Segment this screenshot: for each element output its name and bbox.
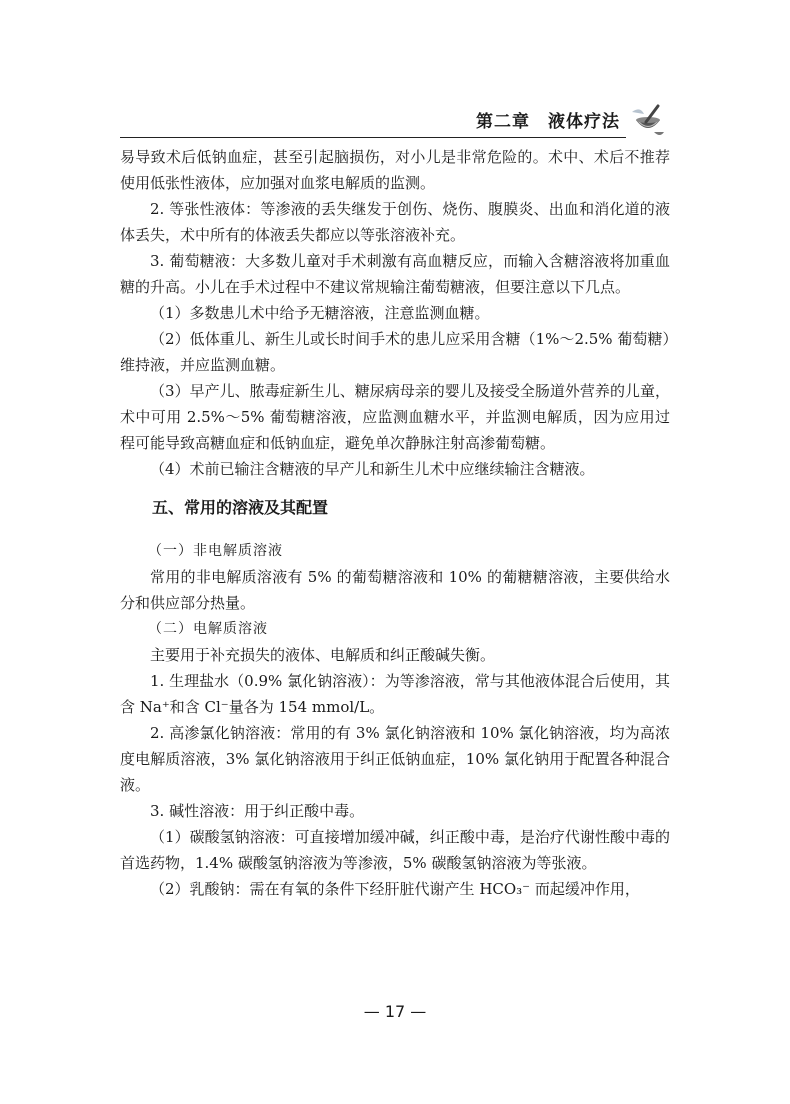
- list-item: （2）低体重儿、新生儿或长时间手术的患儿应采用含糖（1%～2.5% 葡萄糖）维持液，并应监测血糖。: [120, 330, 670, 374]
- list-item: 2. 高渗氯化钠溶液：常用的有 3% 氯化钠溶液和 10% 氯化钠溶液，均为高浓度电解质溶液，3% 氯化钠溶液用于纠正低钠血症，10% 氯化钠用于配置各种混合液。: [120, 724, 670, 794]
- page-number: — 17 —: [363, 1002, 427, 1021]
- mortar-pestle-icon: [628, 102, 668, 140]
- list-item: （1）碳酸氢钠溶液：可直接增加缓冲碱，纠正酸中毒，是治疗代谢性酸中毒的首选药物，1.4% 碳酸氢钠溶液为等渗液，5% 碳酸氢钠溶液为等张液。: [120, 828, 670, 872]
- body-paragraph: 2. 等张性液体：等渗液的丢失继发于创伤、烧伤、腹膜炎、出血和消化道的液体丢失，术中所有的体液丢失都应以等张溶液补充。: [120, 200, 670, 244]
- subsection-heading: （二）电解质溶液: [148, 621, 268, 637]
- page-body: [120, 144, 670, 902]
- header-rule: [120, 137, 626, 138]
- list-item: （1）多数患儿术中给予无糖溶液，注意监测血糖。: [150, 304, 490, 322]
- list-item: （4）术前已输注含糖液的早产儿和新生儿术中应继续输注含糖液。: [150, 460, 595, 478]
- body-paragraph: 常用的非电解质溶液有 5% 的葡萄糖溶液和 10% 的葡糖糖溶液，主要供给水分和供应部分热量。: [120, 568, 670, 612]
- subsection-heading: （一）非电解质溶液: [148, 543, 283, 559]
- list-item: 1. 生理盐水（0.9% 氯化钠溶液）：为等渗溶液，常与其他液体混合后使用，其含 Na⁺和含 Cl⁻量各为 154 mmol/L。: [120, 672, 670, 716]
- section-heading: 五、常用的溶液及其配置: [152, 498, 329, 517]
- body-paragraph: 3. 葡萄糖液：大多数儿童对手术刺激有高血糖反应，而输入含糖溶液将加重血糖的升高。小儿在手术过程中不建议常规输注葡萄糖液，但要注意以下几点。: [120, 252, 670, 296]
- running-header: [120, 104, 670, 138]
- list-item: （2）乳酸钠：需在有氧的条件下经肝脏代谢产生 HCO₃⁻ 而起缓冲作用，: [150, 880, 640, 898]
- body-paragraph: 主要用于补充损失的液体、电解质和纠正酸碱失衡。: [150, 646, 496, 664]
- body-paragraph: 易导致术后低钠血症，甚至引起脑损伤，对小儿是非常危险的。术中、术后不推荐使用低张性液体，应加强对血浆电解质的监测。: [120, 148, 670, 192]
- list-item: 3. 碱性溶液：用于纠正酸中毒。: [150, 802, 365, 820]
- list-item: （3）早产儿、脓毒症新生儿、糖尿病母亲的婴儿及接受全肠道外营养的儿童，术中可用 2.5%～5% 葡萄糖溶液，应监测血糖水平，并监测电解质，因为应用过程可能导致高糖血症和低钠血症，避免单次静脉注射高渗葡萄糖。: [120, 382, 670, 452]
- chapter-title: 第二章 液体疗法: [476, 112, 620, 132]
